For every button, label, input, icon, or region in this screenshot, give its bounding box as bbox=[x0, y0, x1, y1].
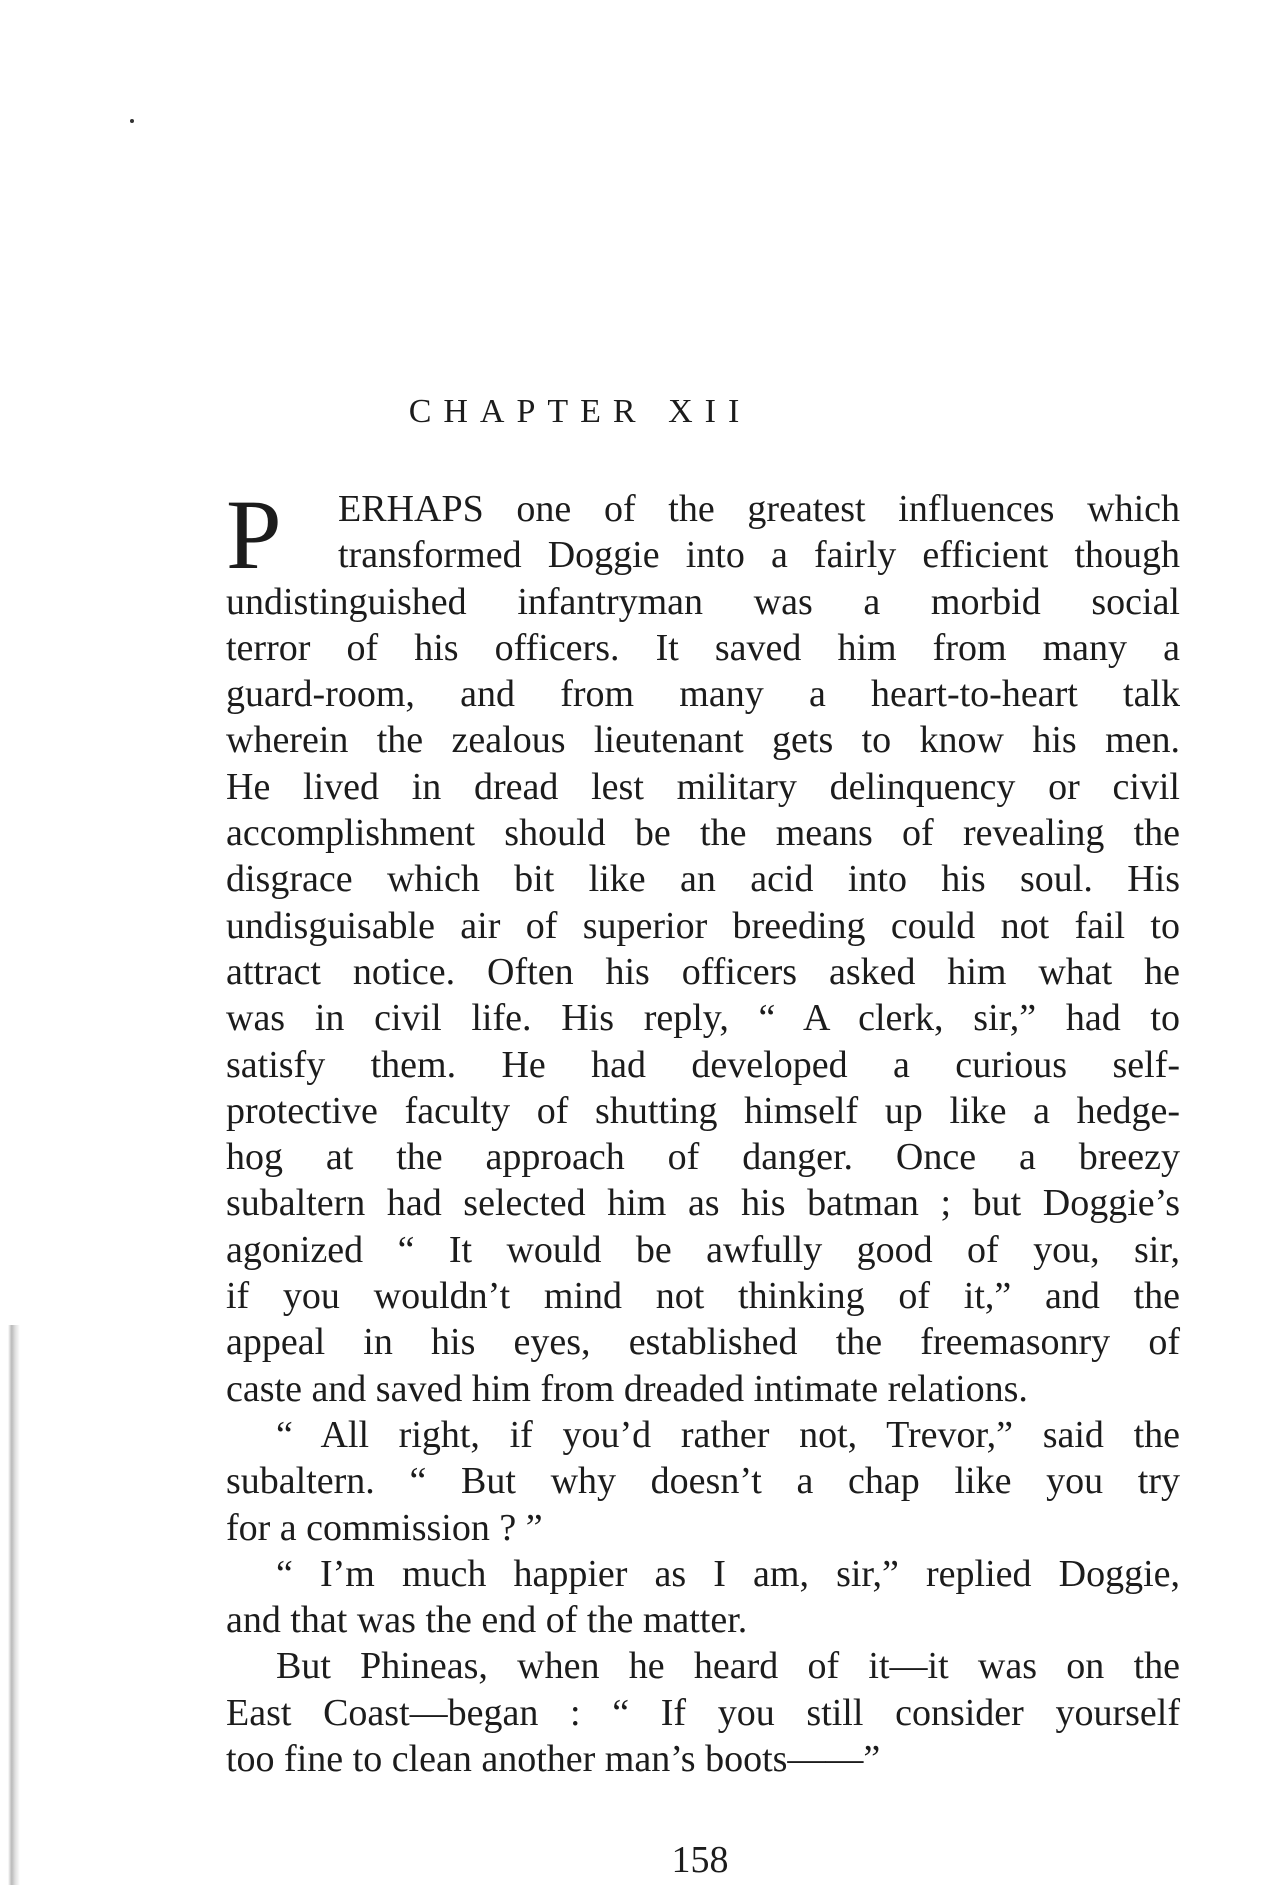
text-line: wherein the zealous lieutenant gets to know his men. bbox=[226, 719, 1180, 762]
text-line: for a commission ? ” bbox=[226, 1506, 543, 1549]
text-line: undisguisable air of superior breeding could not fail to bbox=[226, 904, 1180, 947]
text-line: transformed Doggie into a fairly efficient though bbox=[338, 534, 1180, 577]
text-line: terror of his officers. It saved him from many a bbox=[226, 626, 1180, 669]
paper-speck bbox=[130, 119, 134, 123]
text-line: disgrace which bit like an acid into his soul. His bbox=[226, 858, 1180, 901]
text-line: was in civil life. His reply, “ A clerk, sir,” had to bbox=[226, 997, 1180, 1040]
text-line: caste and saved him from dreaded intimate relations. bbox=[226, 1367, 1028, 1410]
text-line: accomplishment should be the means of revealing the bbox=[226, 812, 1180, 855]
text-line: appeal in his eyes, established the freemasonry of bbox=[226, 1321, 1180, 1364]
text-line: “ All right, if you’d rather not, Trevor,” said the bbox=[276, 1413, 1180, 1456]
text-line: guard-room, and from many a heart-to-heart talk bbox=[226, 673, 1180, 716]
text-line: and that was the end of the matter. bbox=[226, 1599, 748, 1642]
drop-cap: P bbox=[226, 479, 282, 590]
text-line: if you wouldn’t mind not thinking of it,” and the bbox=[226, 1275, 1180, 1318]
text-line: “ I’m much happier as I am, sir,” replied Doggie, bbox=[276, 1552, 1180, 1595]
text-line: hog at the approach of danger. Once a breezy bbox=[226, 1136, 1180, 1179]
text-line: protective faculty of shutting himself up like a hedge- bbox=[226, 1089, 1180, 1132]
text-line: But Phineas, when he heard of it—it was on the bbox=[276, 1645, 1180, 1688]
text-line: agonized “ It would be awfully good of you, sir, bbox=[226, 1228, 1180, 1271]
chapter-heading: CHAPTER XII bbox=[408, 393, 752, 430]
text-line: undistinguished infantryman was a morbid social bbox=[226, 580, 1180, 623]
page-number: 158 bbox=[671, 1839, 729, 1881]
text-line: too fine to clean another man’s boots——” bbox=[226, 1738, 881, 1781]
text-line: He lived in dread lest military delinquency or civil bbox=[226, 765, 1180, 808]
binding-shadow bbox=[8, 1325, 20, 1885]
text-line: East Coast—began : “ If you still consider yourself bbox=[226, 1691, 1180, 1734]
text-line: subaltern. “ But why doesn’t a chap like you try bbox=[226, 1460, 1180, 1503]
text-line: ERHAPS one of the greatest influences which bbox=[338, 488, 1180, 530]
text-line: subaltern had selected him as his batman ; but Doggie’s bbox=[226, 1182, 1180, 1225]
text-line: satisfy them. He had developed a curious self- bbox=[226, 1043, 1180, 1086]
chapter-body bbox=[226, 479, 1180, 1782]
text-line: attract notice. Often his officers asked him what he bbox=[226, 950, 1180, 993]
